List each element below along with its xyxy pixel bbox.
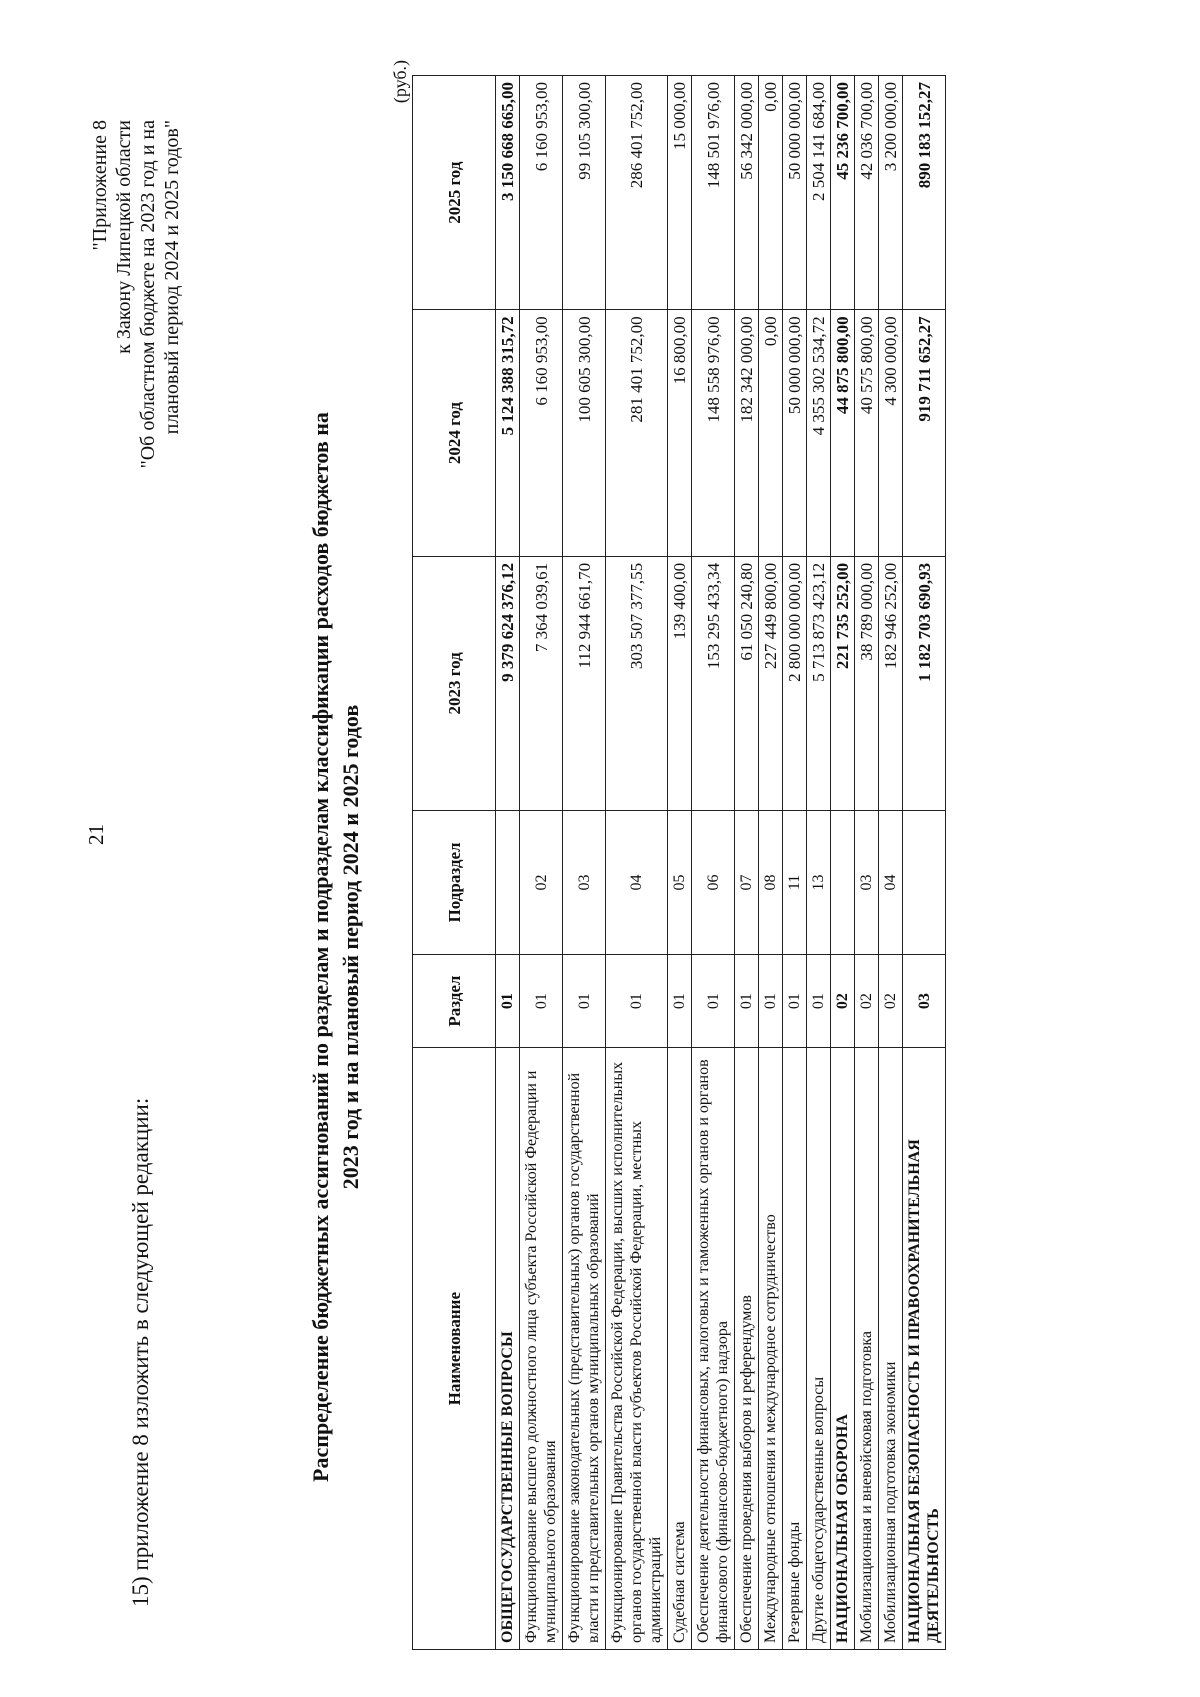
- table-row: [735, 76, 759, 1650]
- cell-subsection: 11: [783, 810, 807, 954]
- cell-2025: 6 160 953,00: [520, 76, 563, 310]
- appendix-line-2: к Закону Липецкой области: [113, 120, 135, 354]
- cell-2025: 45 236 700,00: [831, 76, 855, 310]
- cell-2023: 221 735 252,00: [831, 556, 855, 810]
- cell-2023: 112 944 661,70: [563, 556, 606, 810]
- cell-2023: 38 789 000,00: [855, 556, 879, 810]
- intro-text: 15) приложение 8 изложить в следующей редакции:: [128, 1097, 153, 1607]
- table-row: [903, 76, 946, 1650]
- cell-2024: 5 124 388 315,72: [496, 310, 520, 557]
- cell-name: Международные отношения и международное сотрудничество: [759, 1048, 783, 1650]
- cell-subsection: 07: [735, 810, 759, 954]
- table-body: [496, 76, 946, 1650]
- cell-subsection: 04: [879, 810, 903, 954]
- page-number: 21: [84, 824, 108, 845]
- cell-name: Мобилизационная подготовка экономики: [879, 1048, 903, 1650]
- title-line-2: 2023 год и на плановый период 2024 и 2025 годов: [338, 704, 363, 1190]
- cell-name: Мобилизационная и вневойсковая подготовка: [855, 1048, 879, 1650]
- cell-2024: 40 575 800,00: [855, 310, 879, 557]
- table-row: [520, 76, 563, 1650]
- cell-2024: 6 160 953,00: [520, 310, 563, 557]
- cell-subsection: [903, 810, 946, 954]
- header-name: Наименование: [413, 1048, 496, 1650]
- cell-2023: 5 713 873 423,12: [807, 556, 831, 810]
- cell-subsection: 06: [692, 810, 735, 954]
- header-2023: 2023 год: [413, 556, 496, 810]
- cell-2024: 0,00: [759, 310, 783, 557]
- cell-section: 02: [831, 954, 855, 1047]
- cell-2025: 0,00: [759, 76, 783, 310]
- cell-subsection: 03: [563, 810, 606, 954]
- cell-2025: 148 501 976,00: [692, 76, 735, 310]
- cell-2025: 50 000 000,00: [783, 76, 807, 310]
- cell-section: 01: [520, 954, 563, 1047]
- document-title: [306, 317, 366, 1577]
- cell-2024: 182 342 000,00: [735, 310, 759, 557]
- cell-subsection: 13: [807, 810, 831, 954]
- cell-section: 01: [606, 954, 668, 1047]
- cell-name: Функционирование Правительства Российской Федерации, высших исполнительных органов государственной власти субъектов Российской Федерации, местных администраций: [606, 1048, 668, 1650]
- cell-2025: 890 183 152,27: [903, 76, 946, 310]
- cell-subsection: 02: [520, 810, 563, 954]
- header-section: Раздел: [413, 954, 496, 1047]
- cell-section: 01: [692, 954, 735, 1047]
- cell-section: 01: [759, 954, 783, 1047]
- budget-table: [412, 75, 946, 1650]
- cell-section: 02: [879, 954, 903, 1047]
- cell-2025: 2 504 141 684,00: [807, 76, 831, 310]
- cell-2025: 286 401 752,00: [606, 76, 668, 310]
- cell-2024: 50 000 000,00: [783, 310, 807, 557]
- cell-name: НАЦИОНАЛЬНАЯ ОБОРОНА: [831, 1048, 855, 1650]
- cell-name: Судебная система: [668, 1048, 692, 1650]
- cell-section: 01: [783, 954, 807, 1047]
- header-subsection: Подраздел: [413, 810, 496, 954]
- cell-section: 01: [668, 954, 692, 1047]
- cell-2024: 44 875 800,00: [831, 310, 855, 557]
- cell-section: 02: [855, 954, 879, 1047]
- cell-name: Другие общегосударственные вопросы: [807, 1048, 831, 1650]
- cell-2023: 303 507 377,55: [606, 556, 668, 810]
- cell-2024: 16 800,00: [668, 310, 692, 557]
- cell-subsection: [831, 810, 855, 954]
- header-2025: 2025 год: [413, 76, 496, 310]
- cell-2025: 3 150 668 665,00: [496, 76, 520, 310]
- cell-subsection: 03: [855, 810, 879, 954]
- cell-2024: 148 558 976,00: [692, 310, 735, 557]
- table-header-row: [413, 76, 496, 1650]
- cell-name: Обеспечение деятельности финансовых, налоговых и таможенных органов и органов финансового (финансово-бюджетного) надзора: [692, 1048, 735, 1650]
- cell-name: Функционирование законодательных (представительных) органов государственной власти и представительных органов муниципальных образований: [563, 1048, 606, 1650]
- table-row: [831, 76, 855, 1650]
- cell-2025: 15 000,00: [668, 76, 692, 310]
- table-row: [668, 76, 692, 1650]
- cell-name: Обеспечение проведения выборов и референдумов: [735, 1048, 759, 1650]
- table-row: [692, 76, 735, 1650]
- appendix-reference: [88, 120, 184, 760]
- cell-section: 01: [807, 954, 831, 1047]
- table-row: [496, 76, 520, 1650]
- table-row: [563, 76, 606, 1650]
- title-line-1: Распределение бюджетных ассигнований по разделам и подразделам классификации расходов бюджетов на: [308, 412, 333, 1482]
- cell-section: 01: [735, 954, 759, 1047]
- table-row: [783, 76, 807, 1650]
- cell-2025: 56 342 000,00: [735, 76, 759, 310]
- cell-2025: 99 105 300,00: [563, 76, 606, 310]
- appendix-line-1: "Приложение 8: [89, 120, 111, 251]
- cell-2023: 7 364 039,61: [520, 556, 563, 810]
- cell-2023: 2 800 000 000,00: [783, 556, 807, 810]
- cell-2024: 919 711 652,27: [903, 310, 946, 557]
- cell-subsection: 04: [606, 810, 668, 954]
- table-row: [606, 76, 668, 1650]
- cell-2023: 1 182 703 690,93: [903, 556, 946, 810]
- table-row: [855, 76, 879, 1650]
- table-row: [879, 76, 903, 1650]
- cell-name: Функционирование высшего должностного лица субъекта Российской Федерации и муниципального образования: [520, 1048, 563, 1650]
- cell-2024: 4 300 000,00: [879, 310, 903, 557]
- cell-subsection: [496, 810, 520, 954]
- cell-subsection: 05: [668, 810, 692, 954]
- cell-2023: 9 379 624 376,12: [496, 556, 520, 810]
- cell-section: 01: [563, 954, 606, 1047]
- cell-2023: 153 295 433,34: [692, 556, 735, 810]
- table-row: [807, 76, 831, 1650]
- table-row: [759, 76, 783, 1650]
- cell-2024: 100 605 300,00: [563, 310, 606, 557]
- cell-section: 03: [903, 954, 946, 1047]
- cell-2025: 3 200 000,00: [879, 76, 903, 310]
- currency-unit: (руб.): [390, 60, 410, 104]
- cell-name: ОБЩЕГОСУДАРСТВЕННЫЕ ВОПРОСЫ: [496, 1048, 520, 1650]
- cell-2024: 4 355 302 534,72: [807, 310, 831, 557]
- cell-2023: 61 050 240,80: [735, 556, 759, 810]
- cell-2023: 139 400,00: [668, 556, 692, 810]
- header-2024: 2024 год: [413, 310, 496, 557]
- appendix-line-4: плановый период 2024 и 2025 годов": [161, 120, 183, 435]
- cell-subsection: 08: [759, 810, 783, 954]
- cell-section: 01: [496, 954, 520, 1047]
- cell-2025: 42 036 700,00: [855, 76, 879, 310]
- cell-name: Резервные фонды: [783, 1048, 807, 1650]
- appendix-line-3: "Об областном бюджете на 2023 год и на: [137, 120, 159, 469]
- cell-2024: 281 401 752,00: [606, 310, 668, 557]
- cell-2023: 227 449 800,00: [759, 556, 783, 810]
- cell-name: НАЦИОНАЛЬНАЯ БЕЗОПАСНОСТЬ И ПРАВООХРАНИТЕЛЬНАЯ ДЕЯТЕЛЬНОСТЬ: [903, 1048, 946, 1650]
- cell-2023: 182 946 252,00: [879, 556, 903, 810]
